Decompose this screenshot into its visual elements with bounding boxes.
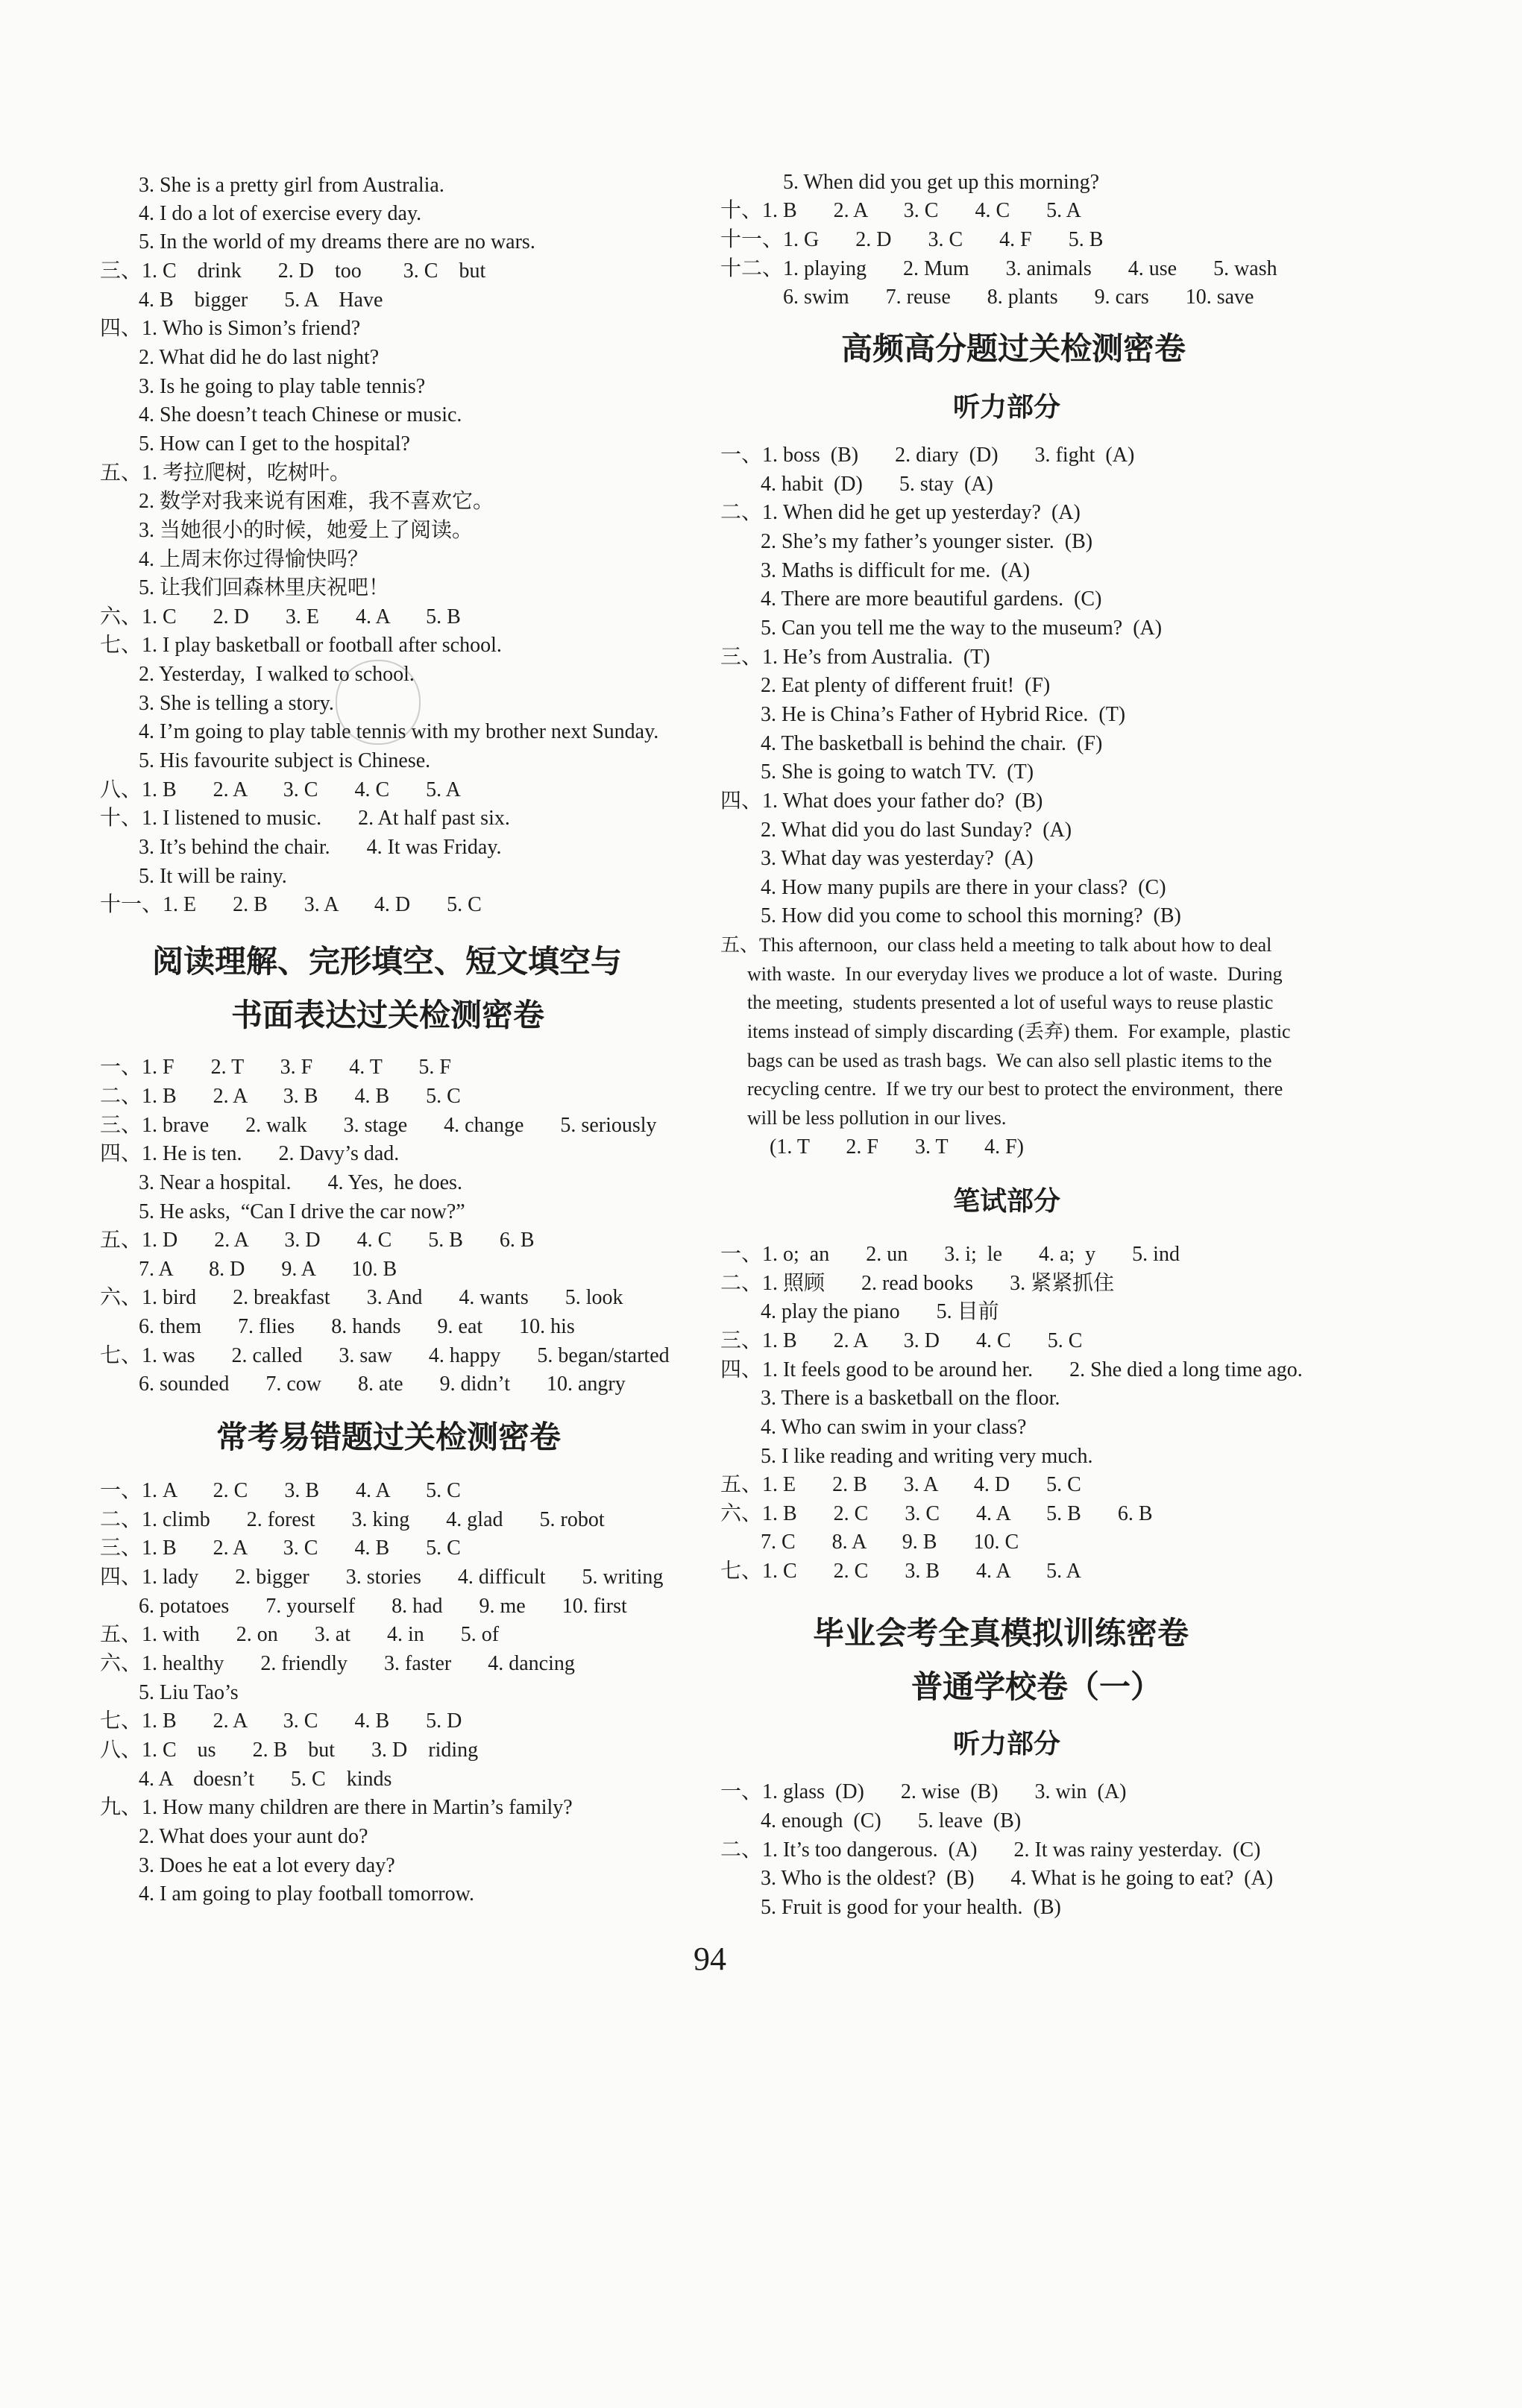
subsection-title: 笔试部分 bbox=[953, 1186, 1061, 1217]
answer-line: 4. I’m going to play table tennis with my brother next Sunday. bbox=[139, 720, 659, 743]
section-title: 书面表达过关检测密卷 bbox=[231, 997, 545, 1033]
answer-line: with waste. In our everyday lives we produce a lot of waste. During bbox=[747, 963, 1283, 985]
answer-line: 4. The basketball is behind the chair. (F) bbox=[761, 732, 1103, 755]
answer-line: 6. potatoes 7. yourself 8. had 9. me 10. first bbox=[139, 1595, 627, 1618]
answer-line: 2. Eat plenty of different fruit! (F) bbox=[761, 674, 1051, 697]
answer-line: 五、This afternoon, our class held a meeting to talk about how to deal bbox=[720, 934, 1272, 956]
answer-line: 4. 上周末你过得愉快吗？ bbox=[139, 548, 369, 571]
answer-line: 七、1. I play basketball or football after school. bbox=[100, 634, 502, 657]
answer-line: 3. 当她很小的时候，她爱上了阅读。 bbox=[139, 519, 474, 542]
answer-line: 2. Yesterday, I walked to school. bbox=[139, 663, 415, 686]
answer-line: 5. In the world of my dreams there are no wars. bbox=[139, 230, 535, 253]
answer-line: 二、1. When did he get up yesterday? (A) bbox=[720, 501, 1081, 524]
answer-line: 八、1. C us 2. B but 3. D riding bbox=[100, 1739, 479, 1762]
answer-line: the meeting, students presented a lot of useful ways to reuse plastic bbox=[747, 992, 1274, 1013]
answer-line: 四、1. Who is Simon’s friend? bbox=[100, 317, 361, 340]
answer-line: 4. habit (D) 5. stay (A) bbox=[761, 473, 993, 496]
answer-line: 2. What does your aunt do? bbox=[139, 1825, 368, 1848]
answer-line: 四、1. What does your father do? (B) bbox=[720, 789, 1043, 813]
answer-line: 十、1. I listened to music. 2. At half past six. bbox=[100, 807, 510, 830]
answer-line: 二、1. It’s too dangerous. (A) 2. It was rainy yesterday. (C) bbox=[720, 1838, 1261, 1862]
answer-line: 六、1. C 2. D 3. E 4. A 5. B bbox=[100, 605, 461, 628]
answer-line: 十一、1. G 2. D 3. C 4. F 5. B bbox=[720, 228, 1104, 251]
answer-line: 七、1. was 2. called 3. saw 4. happy 5. began/started bbox=[100, 1344, 670, 1367]
answer-line: 二、1. 照顾 2. read books 3. 紧紧抓住 bbox=[720, 1272, 1115, 1295]
answer-line: 5. It will be rainy. bbox=[139, 865, 287, 888]
answer-line: 5. He asks, “Can I drive the car now?” bbox=[139, 1200, 465, 1223]
answer-line: 5. Can you tell me the way to the museum? (A) bbox=[761, 617, 1163, 640]
answer-line: 十二、1. playing 2. Mum 3. animals 4. use 5. wash bbox=[720, 257, 1277, 280]
answer-line: 三、1. He’s from Australia. (T) bbox=[720, 646, 990, 669]
answer-line: bags can be used as trash bags. We can also sell plastic items to the bbox=[747, 1050, 1272, 1071]
section-title: 常考易错题过关检测密卷 bbox=[216, 1419, 562, 1455]
answer-line: 七、1. C 2. C 3. B 4. A 5. A bbox=[720, 1560, 1081, 1583]
answer-line: 一、1. A 2. C 3. B 4. A 5. C bbox=[100, 1479, 461, 1502]
answer-line: 三、1. C drink 2. D too 3. C but bbox=[100, 259, 486, 283]
answer-line: 六、1. B 2. C 3. C 4. A 5. B 6. B bbox=[720, 1502, 1153, 1525]
answer-line: will be less pollution in our lives. bbox=[747, 1107, 1007, 1129]
watermark-seal bbox=[336, 660, 421, 745]
answer-line: 3. There is a basketball on the floor. bbox=[761, 1387, 1060, 1410]
answer-line: 四、1. He is ten. 2. Davy’s dad. bbox=[100, 1142, 400, 1165]
answer-line: 3. Near a hospital. 4. Yes, he does. bbox=[139, 1171, 462, 1194]
answer-line: 三、1. B 2. A 3. C 4. B 5. C bbox=[100, 1536, 461, 1560]
answer-line: 3. Is he going to play table tennis? bbox=[139, 375, 426, 398]
subsection-title: 听力部分 bbox=[953, 1729, 1061, 1759]
answer-line: 6. swim 7. reuse 8. plants 9. cars 10. save bbox=[783, 286, 1254, 309]
answer-line: 六、1. bird 2. breakfast 3. And 4. wants 5. look bbox=[100, 1286, 623, 1309]
answer-line: (1. T 2. F 3. T 4. F) bbox=[770, 1135, 1024, 1159]
answer-line: items instead of simply discarding (丢弃) them. For example, plastic bbox=[747, 1021, 1291, 1042]
answer-line: 二、1. B 2. A 3. B 4. B 5. C bbox=[100, 1085, 461, 1108]
answer-line: 4. A doesn’t 5. C kinds bbox=[139, 1768, 392, 1791]
answer-line: 4. play the piano 5. 目前 bbox=[761, 1300, 999, 1323]
answer-line: 2. She’s my father’s younger sister. (B) bbox=[761, 530, 1093, 553]
answer-line: 一、1. glass (D) 2. wise (B) 3. win (A) bbox=[720, 1780, 1127, 1803]
section-title: 阅读理解、完形填空、短文填空与 bbox=[152, 943, 623, 980]
answer-line: 八、1. B 2. A 3. C 4. C 5. A bbox=[100, 778, 461, 801]
answer-line: 四、1. It feels good to be around her. 2. She died a long time ago. bbox=[720, 1358, 1303, 1381]
answer-line: 5. 让我们回森林里庆祝吧！ bbox=[139, 576, 390, 599]
answer-line: 5. When did you get up this morning? bbox=[783, 171, 1100, 194]
answer-line: 3. She is a pretty girl from Australia. bbox=[139, 174, 444, 197]
answer-line: 5. Fruit is good for your health. (B) bbox=[761, 1896, 1061, 1919]
answer-line: 一、1. boss (B) 2. diary (D) 3. fight (A) bbox=[720, 444, 1135, 467]
answer-line: 5. I like reading and writing very much. bbox=[761, 1445, 1093, 1468]
answer-line: 2. What did you do last Sunday? (A) bbox=[761, 819, 1072, 842]
answer-line: 5. Liu Tao’s bbox=[139, 1681, 239, 1704]
answer-line: 九、1. How many children are there in Martin’s family? bbox=[100, 1796, 573, 1819]
answer-line: 三、1. B 2. A 3. D 4. C 5. C bbox=[720, 1329, 1083, 1352]
subsection-title: 听力部分 bbox=[953, 392, 1061, 423]
answer-line: 4. Who can swim in your class? bbox=[761, 1416, 1027, 1439]
answer-line: 2. What did he do last night? bbox=[139, 346, 380, 369]
answer-line: 5. His favourite subject is Chinese. bbox=[139, 749, 431, 772]
answer-line: 3. She is telling a story. bbox=[139, 692, 334, 715]
answer-line: 7. A 8. D 9. A 10. B bbox=[139, 1258, 397, 1281]
section-title: 高频高分题过关检测密卷 bbox=[841, 330, 1186, 367]
answer-line: 4. I do a lot of exercise every day. bbox=[139, 202, 422, 225]
answer-line: 一、1. F 2. T 3. F 4. T 5. F bbox=[100, 1056, 451, 1079]
answer-line: 五、1. 考拉爬树，吃树叶。 bbox=[100, 461, 351, 485]
answer-line: 3. Does he eat a lot every day? bbox=[139, 1854, 395, 1877]
answer-line: 六、1. healthy 2. friendly 3. faster 4. dancing bbox=[100, 1652, 575, 1675]
answer-line: 7. C 8. A 9. B 10. C bbox=[761, 1531, 1019, 1554]
answer-line: 三、1. brave 2. walk 3. stage 4. change 5. seriously bbox=[100, 1114, 657, 1137]
page-number: 94 bbox=[694, 1941, 726, 1977]
answer-line: 4. I am going to play football tomorrow. bbox=[139, 1882, 474, 1906]
answer-line: 6. sounded 7. cow 8. ate 9. didn’t 10. angry bbox=[139, 1372, 626, 1396]
answer-line: 四、1. lady 2. bigger 3. stories 4. difficult 5. writing bbox=[100, 1566, 664, 1589]
answer-line: recycling centre. If we try our best to protect the environment, there bbox=[747, 1078, 1283, 1100]
section-subtitle: 普通学校卷（一） bbox=[911, 1668, 1163, 1705]
answer-line: 4. B bigger 5. A Have bbox=[139, 289, 383, 312]
answer-line: 3. It’s behind the chair. 4. It was Friday. bbox=[139, 836, 502, 859]
answer-line: 3. Maths is difficult for me. (A) bbox=[761, 559, 1031, 582]
answer-line: 二、1. climb 2. forest 3. king 4. glad 5. robot bbox=[100, 1508, 605, 1531]
section-title: 毕业会考全真模拟训练密卷 bbox=[813, 1615, 1189, 1651]
answer-line: 5. She is going to watch TV. (T) bbox=[761, 760, 1034, 784]
answer-line: 4. enough (C) 5. leave (B) bbox=[761, 1809, 1022, 1832]
answer-line: 一、1. o; an 2. un 3. i; le 4. a; y 5. ind bbox=[720, 1243, 1180, 1266]
answer-line: 5. How did you come to school this morning? (B) bbox=[761, 904, 1181, 927]
answer-line: 2. 数学对我来说有困难，我不喜欢它。 bbox=[139, 490, 494, 513]
answer-line: 五、1. D 2. A 3. D 4. C 5. B 6. B bbox=[100, 1229, 535, 1252]
answer-line: 6. them 7. flies 8. hands 9. eat 10. his bbox=[139, 1315, 575, 1338]
answer-line: 3. Who is the oldest? (B) 4. What is he going to eat? (A) bbox=[761, 1867, 1274, 1890]
answer-line: 十、1. B 2. A 3. C 4. C 5. A bbox=[720, 199, 1081, 222]
answer-line: 4. There are more beautiful gardens. (C) bbox=[761, 587, 1102, 611]
answer-line: 3. What day was yesterday? (A) bbox=[761, 847, 1034, 870]
answer-line: 五、1. E 2. B 3. A 4. D 5. C bbox=[720, 1473, 1081, 1496]
answer-line: 4. How many pupils are there in your class? (C) bbox=[761, 876, 1166, 899]
answer-line: 十一、1. E 2. B 3. A 4. D 5. C bbox=[100, 893, 482, 916]
answer-line: 七、1. B 2. A 3. C 4. B 5. D bbox=[100, 1709, 462, 1733]
answer-line: 5. How can I get to the hospital? bbox=[139, 432, 410, 456]
answer-line: 五、1. with 2. on 3. at 4. in 5. of bbox=[100, 1623, 500, 1646]
answer-line: 3. He is China’s Father of Hybrid Rice. (T) bbox=[761, 703, 1126, 726]
answer-line: 4. She doesn’t teach Chinese or music. bbox=[139, 403, 462, 426]
